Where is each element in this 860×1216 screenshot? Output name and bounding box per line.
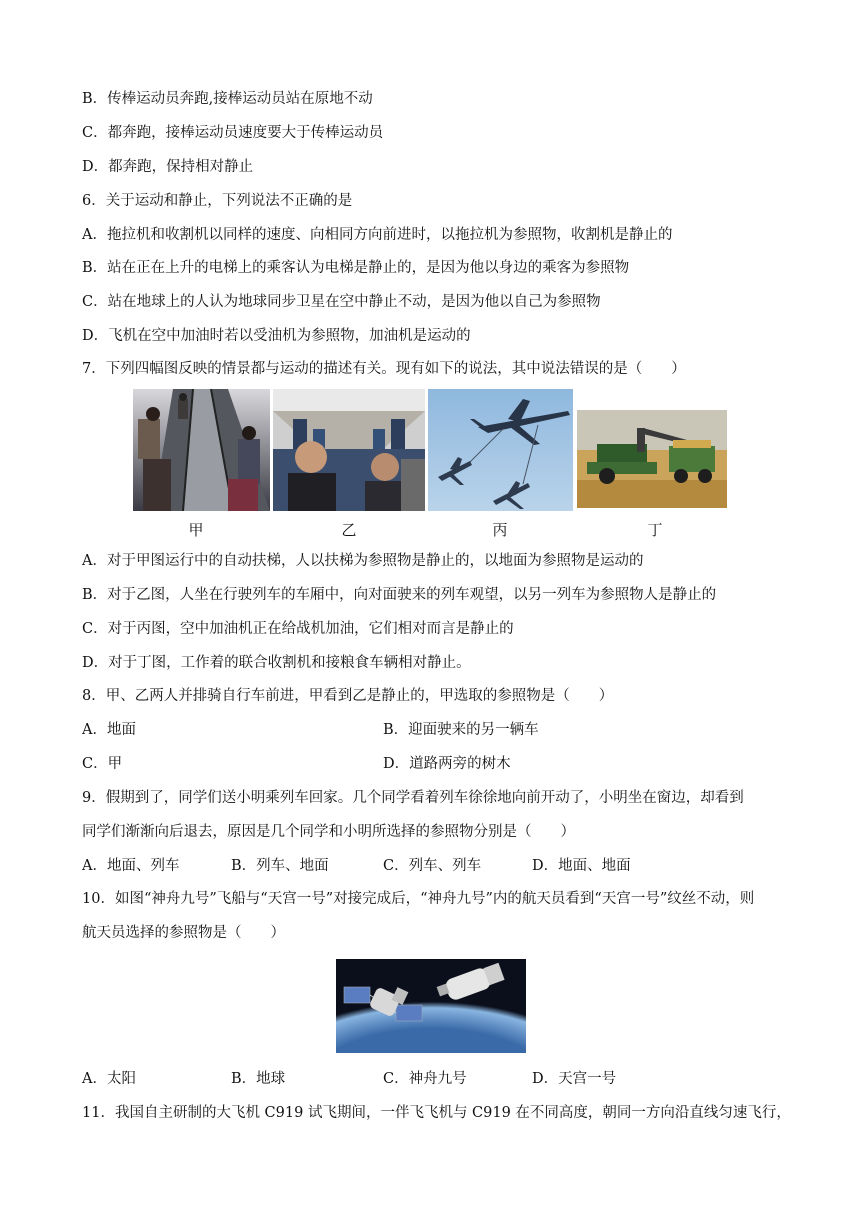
q9-option-b: B．列车、地面 (231, 858, 329, 874)
train-carriage-photo (273, 389, 425, 511)
q6-stem: 6．关于运动和静止，下列说法不正确的是 (82, 193, 353, 209)
q7-stem: 7．下列四幅图反映的情景都与运动的描述有关。现有如下的说法，其中说法错误的是（ ） (82, 361, 686, 377)
q6-option-d: D．飞机在空中加油时若以受油机为参照物，加油机是运动的 (82, 328, 471, 344)
caption-jia: 甲 (188, 521, 204, 539)
q5-option-c: C．都奔跑，接棒运动员速度要大于传棒运动员 (82, 125, 384, 141)
caption-ding: 丁 (647, 521, 663, 539)
q8-option-a: A．地面 (82, 722, 136, 738)
q10-option-b: B．地球 (231, 1071, 286, 1087)
q6-option-a: A．拖拉机和收割机以同样的速度、向相同方向前进时，以拖拉机为参照物，收割机是静止的 (82, 227, 673, 243)
caption-bing: 丙 (492, 521, 508, 539)
q5-option-b: B．传棒运动员奔跑,接棒运动员站在原地不动 (82, 91, 373, 107)
q8-option-c: C．甲 (82, 756, 123, 772)
q8-stem: 8．甲、乙两人并排骑自行车前进，甲看到乙是静止的，甲选取的参照物是（ ） (82, 688, 614, 704)
q8-option-b: B．迎面驶来的另一辆车 (383, 722, 539, 738)
q9-option-d: D．地面、地面 (532, 858, 631, 874)
q5-option-d: D．都奔跑，保持相对静止 (82, 159, 254, 175)
combine-harvester-photo (577, 410, 727, 508)
q10-option-d: D．天宫一号 (532, 1071, 617, 1087)
q7-option-a: A．对于甲图运行中的自动扶梯，人以扶梯为参照物是静止的，以地面为参照物是运动的 (82, 553, 644, 569)
q10-option-c: C．神舟九号 (383, 1071, 467, 1087)
aerial-refueling-photo (428, 389, 573, 511)
q7-option-b: B．对于乙图，人坐在行驶列车的车厢中，向对面驶来的列车观望，以另一列车为参照物人是静止的 (82, 587, 717, 603)
escalator-photo (133, 389, 270, 511)
q7-option-c: C．对于丙图，空中加油机正在给战机加油，它们相对而言是静止的 (82, 621, 514, 637)
q6-option-c: C．站在地球上的人认为地球同步卫星在空中静止不动，是因为他以自己为参照物 (82, 294, 601, 310)
q9-option-c: C．列车、列车 (383, 858, 482, 874)
q8-option-d: D．道路两旁的树木 (383, 756, 511, 772)
q9-option-a: A．地面、列车 (82, 858, 180, 874)
q10-stem-line2: 航天员选择的参照物是（ ） (82, 925, 285, 941)
q9-stem-line2: 同学们渐渐向后退去，原因是几个同学和小明所选择的参照物分别是（ ） (82, 824, 575, 840)
spacecraft-docking-photo (336, 959, 526, 1053)
q9-stem-line1: 9．假期到了，同学们送小明乘列车回家。几个同学看着列车徐徐地向前开动了，小明坐在窗边，却看到 (82, 790, 744, 806)
caption-yi: 乙 (341, 521, 357, 539)
q10-stem-line1: 10．如图“神舟九号”飞船与“天宫一号”对接完成后，“神舟九号”内的航天员看到“天宫一号”纹丝不动，则 (82, 891, 755, 907)
q11-stem-line1: 11．我国自主研制的大飞机 C919 试飞期间，一伴飞飞机与 C919 在不同高度，朝同一方向沿直线匀速飞行， (82, 1105, 791, 1121)
q10-option-a: A．太阳 (82, 1071, 136, 1087)
q7-option-d: D．对于丁图，工作着的联合收割机和接粮食车辆相对静止。 (82, 655, 471, 671)
q6-option-b: B．站在正在上升的电梯上的乘客认为电梯是静止的，是因为他以身边的乘客为参照物 (82, 260, 630, 276)
